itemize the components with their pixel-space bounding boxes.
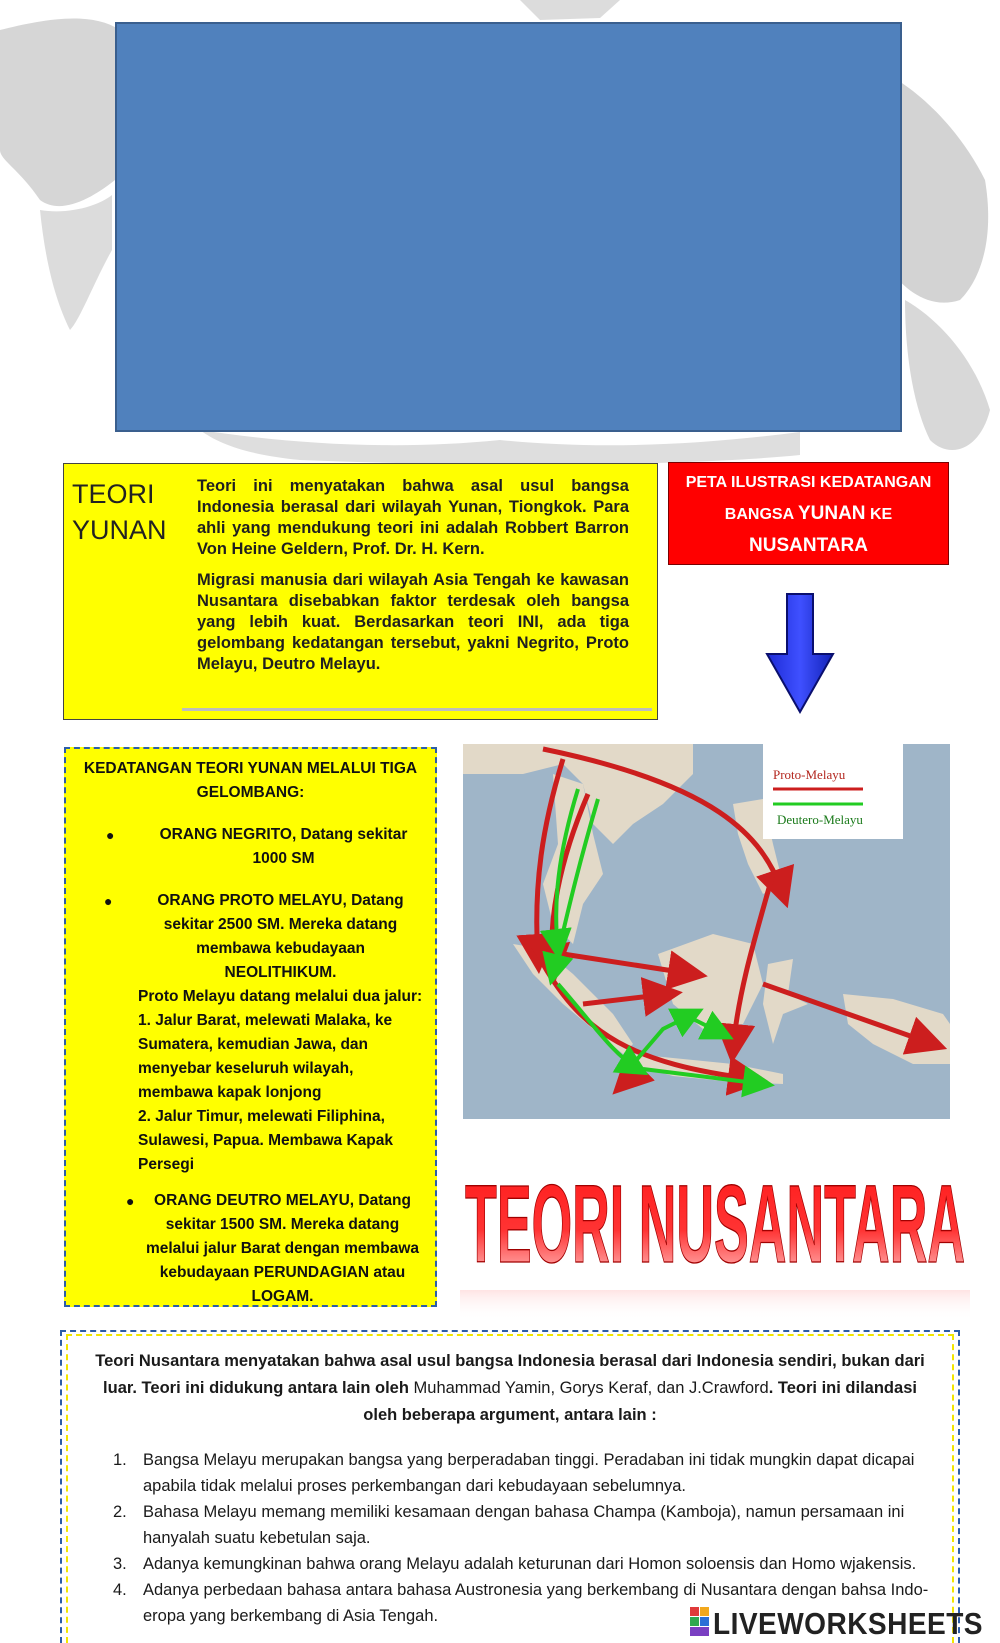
title-reflection [460, 1290, 970, 1320]
wave-item-deutro-melayu [126, 1189, 423, 1309]
yunan-paragraph-2: Migrasi manusia dari wilayah Asia Tengah ke kawasan Nusantara disebabkan faktor terdesak oleh bangsa yang lebih kuat. Berdasarkan teori INI, ada tiga gelombang kedatangan tersebut, yakni Negrito, Proto Melayu, Deutro Melayu. [197, 571, 629, 673]
wave-item-negrito [106, 823, 425, 871]
title-line-2: YUNAN [72, 515, 167, 545]
inner-dashed-border [66, 1334, 954, 1643]
route-east: 2. Jalur Timur, melewati Filiphina, Sulawesi, Papua. Membawa Kapak Persegi [138, 1108, 393, 1173]
teori-nusantara-box [60, 1330, 960, 1643]
teori-nusantara-text: TEORI NUSANTARA [465, 1170, 965, 1286]
item-text: Bangsa Melayu merupakan bangsa yang berperadaban tinggi. Peradaban ini tidak mungkin dapat dicapai apabila tidak melalui proses perkembangan dari kebudayaan sebelumnya. [143, 1451, 915, 1495]
intro-part-1: Teori Nusantara menyatakan bahwa asal usul bangsa Indonesia berasal dari Indonesia sendiri, bukan dari luar. Teori ini didukung antara lain oleh [95, 1352, 925, 1397]
yunan-paragraph-1: Teori ini menyatakan bahwa asal usul bangsa Indonesia berasal dari wilayah Yunan, Tiongkok. Para ahli yang mendukung teori ini adalah Robbert Barron Von Heine Geldern, Prof. Dr. H. Kern. [197, 477, 629, 558]
map-header-line-3: NUSANTARA [749, 535, 868, 556]
item-number: 4. [113, 1581, 127, 1599]
intro-part-2: . Teori ini dilandasi oleh beberapa argument, antara lain : [363, 1379, 917, 1424]
bullet-icon: ● [106, 827, 115, 843]
argument-item [68, 1499, 936, 1551]
map-header-word-ke: KE [865, 506, 893, 523]
logo-square-l [690, 1607, 699, 1616]
wave-item-proto-melayu [104, 889, 423, 1177]
teori-yunan-box [63, 463, 658, 720]
teori-yunan-description [197, 476, 629, 685]
item-text: Bahasa Melayu memang memiliki kesamaan dengan bahasa Champa (Kamboja), namun persamaan ini hanyalah suatu kebetulan saja. [143, 1503, 905, 1547]
map-header-line-1: PETA ILUSTRASI KEDATANGAN [685, 474, 932, 491]
map-illustration-header [668, 462, 949, 565]
map-header-word-bangsa: BANGSA [724, 506, 798, 523]
liveworksheets-wordmark: LIVEWORKSHEETS [713, 1606, 983, 1639]
teori-yunan-title [72, 476, 182, 548]
intro-names: Muhammad Yamin, Gorys Keraf, dan J.Crawford [413, 1379, 769, 1397]
title-line-1: TEORI [72, 479, 155, 509]
logo-square-e [700, 1617, 709, 1626]
item-number: 1. [113, 1451, 127, 1469]
logo-square-bottom [690, 1627, 709, 1636]
map-header-word-yunan: YUNAN [797, 503, 866, 524]
logo-square-i [700, 1607, 709, 1616]
logo-square-v [690, 1617, 699, 1626]
three-waves-box [64, 747, 437, 1307]
wave-item-text: ORANG PROTO MELAYU, Datang sekitar 2500 SM. Mereka datang membawa kebudayaan NEOLITHIKUM. [157, 892, 404, 981]
divider [182, 708, 652, 711]
item-text: Adanya kemungkinan bahwa orang Melayu adalah keturunan dari Homon soloensis dan Homo wjakensis. [143, 1555, 917, 1573]
argument-item [68, 1447, 936, 1499]
route-west: 1. Jalur Barat, melewati Malaka, ke Sumatera, kemudian Jawa, dan menyebar keseluruh wilayah, membawa kapak lonjong [138, 1012, 393, 1101]
migration-map [463, 744, 950, 1119]
argument-item [68, 1551, 936, 1577]
item-text: Adanya perbedaan bahasa antara bahasa Austronesia yang berkembang di Nusantara dengan bahsa Indo-eropa yang berkembang di Asia Tengah. [143, 1581, 929, 1625]
nusantara-arguments-list [68, 1447, 936, 1629]
teori-nusantara-title [450, 1170, 980, 1345]
blue-header-panel [115, 22, 902, 432]
wave-item-detail: Proto Melayu datang melalui dua jalur: [138, 988, 423, 1005]
waves-heading: KEDATANGAN TEORI YUNAN MELALUI TIGA GELOMBANG: [83, 760, 418, 801]
down-arrow-icon [765, 592, 835, 714]
wave-item-text: ORANG NEGRITO, Datang sekitar 1000 SM [159, 826, 408, 867]
liveworksheets-logo[interactable] [690, 1603, 990, 1639]
map-header-line-2 [669, 498, 948, 530]
legend-proto-label: Proto-Melayu [773, 767, 846, 782]
nusantara-intro [88, 1348, 932, 1429]
item-number: 2. [113, 1503, 127, 1521]
wave-item-text: ORANG DEUTRO MELAYU, Datang sekitar 1500 SM. Mereka datang melalui jalur Barat dengan membawa kebudayaan PERUNDAGIAN atau LOGAM. [145, 1192, 420, 1305]
legend-deutero-label: Deutero-Melayu [777, 812, 863, 827]
bullet-icon: ● [126, 1193, 135, 1209]
waves-list [66, 823, 435, 1309]
bullet-icon: ● [104, 893, 113, 909]
item-number: 3. [113, 1555, 127, 1573]
